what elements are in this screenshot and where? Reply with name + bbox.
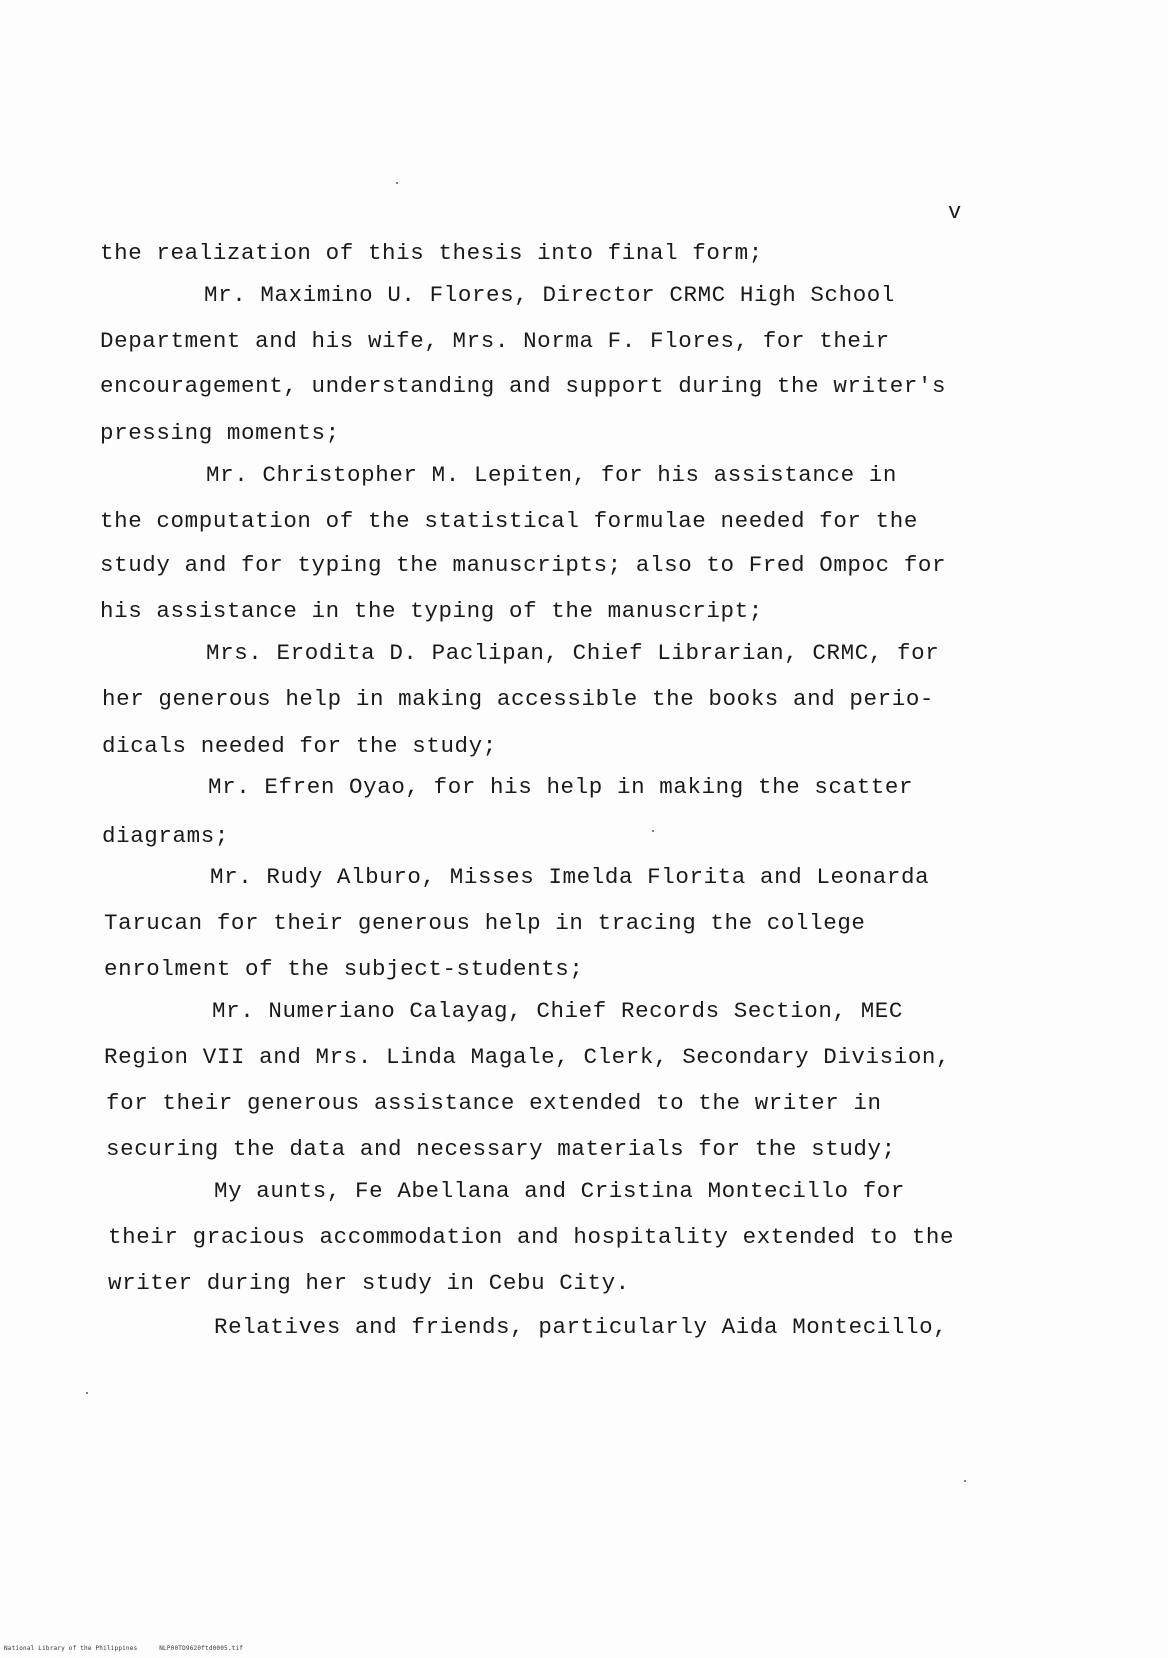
text-line: her generous help in making accessible the books and perio- [102,686,935,712]
text-line: their gracious accommodation and hospitality extended to the [108,1224,955,1250]
text-line: his assistance in the typing of the manuscript; [100,598,763,624]
scan-speck [396,182,398,184]
text-line: pressing moments; [100,420,340,446]
text-line: My aunts, Fe Abellana and Cristina Montecillo for [214,1178,906,1204]
text-line: Relatives and friends, particularly Aida Montecillo, [214,1314,948,1340]
text-line: securing the data and necessary materials for the study; [106,1136,896,1162]
text-line: the computation of the statistical formulae needed for the [100,508,918,534]
text-line: diagrams; [102,823,229,849]
text-line: Mrs. Erodita D. Paclipan, Chief Librarian, CRMC, for [206,640,940,666]
footer-filename: NLP00TD9620ftd0005.tif [159,1645,244,1652]
scan-speck [964,1480,966,1482]
text-line: writer during her study in Cebu City. [108,1270,630,1296]
text-line: Mr. Efren Oyao, for his help in making the scatter [208,774,914,800]
text-line: Mr. Christopher M. Lepiten, for his assistance in [206,462,898,488]
text-line: enrolment of the subject-students; [104,956,584,982]
footer-library: National Library of the Philippines [4,1645,138,1652]
text-line: Mr. Rudy Alburo, Misses Imelda Florita and Leonarda [210,864,930,890]
text-line: dicals needed for the study; [102,733,497,759]
scan-footer [4,1645,243,1652]
page-number: v [948,200,962,225]
text-line: Region VII and Mrs. Linda Magale, Clerk, Secondary Division, [104,1044,951,1070]
scan-speck [652,830,654,832]
text-line: encouragement, understanding and support during the writer's [100,373,947,399]
text-line: Tarucan for their generous help in tracing the college [104,910,866,936]
text-line: Mr. Numeriano Calayag, Chief Records Section, MEC [212,998,904,1024]
scan-speck [86,1392,88,1394]
text-line: Mr. Maximino U. Flores, Director CRMC High School [204,282,896,308]
text-line: the realization of this thesis into final form; [100,240,763,266]
text-line: for their generous assistance extended to the writer in [106,1090,882,1116]
text-line: study and for typing the manuscripts; also to Fred Ompoc for [100,552,947,578]
text-line: Department and his wife, Mrs. Norma F. Flores, for their [100,328,890,354]
